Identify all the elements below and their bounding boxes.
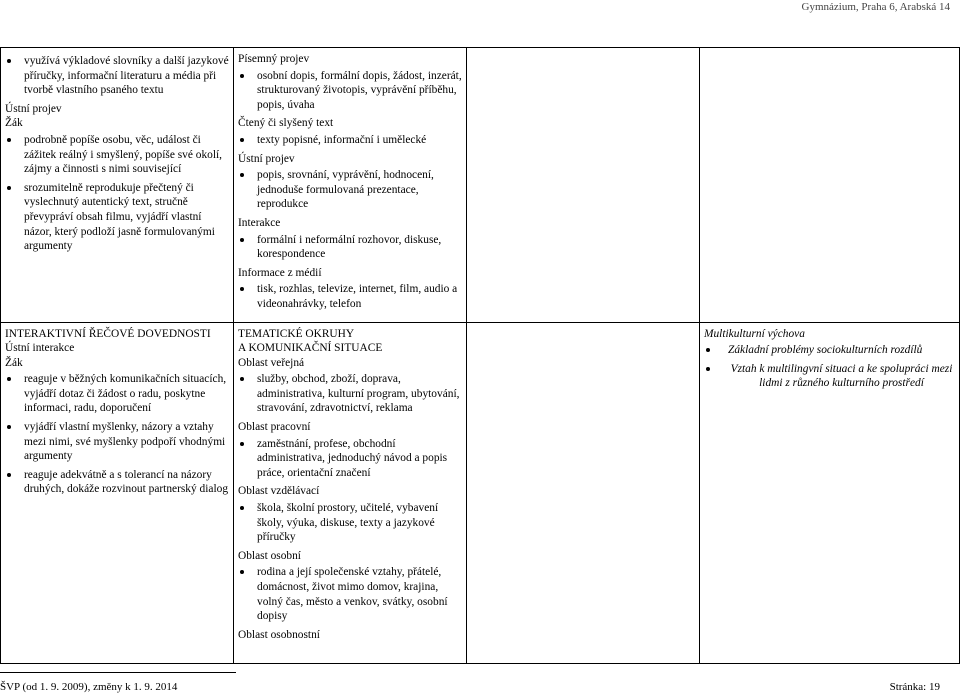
list-item: Základní problémy sociokulturních rozdílů — [704, 343, 955, 358]
list-item: tisk, rozhlas, televize, internet, film, audio a videonahrávky, telefon — [238, 282, 462, 311]
list-item: formální i neformální rozhovor, diskuse, korespondence — [238, 233, 462, 262]
student-outcomes-cell — [1, 322, 234, 663]
table-row — [1, 322, 960, 663]
list-item: rodina a její společenské vztahy, přátelé, domácnost, život mimo domov, krajina, volný čas, město a venkov, svátky, osobní dopisy — [238, 565, 462, 623]
content-cell — [234, 322, 467, 663]
section-heading: Žák — [5, 356, 23, 369]
section-heading: Oblast veřejná — [238, 356, 305, 369]
section-heading: Ústní projev — [5, 102, 62, 115]
list-item: srozumitelně reprodukuje přečtený či vyslechnutý autentický text, stručně převypráví obsah filmu, vyjádří vlastní názor, který podloží jasně formulovanými argumenty — [5, 181, 229, 254]
section-heading: Interakce — [238, 216, 281, 229]
footer-page-number: Stránka: 19 — [889, 681, 940, 693]
student-outcomes-cell — [1, 48, 234, 323]
list-item: podrobně popíše osobu, věc, událost či zážitek reálný i smyšlený, popíše své okolí, zájmy a činnosti s nimi související — [5, 133, 229, 177]
empty-cell — [467, 48, 700, 323]
section-heading: Oblast pracovní — [238, 421, 311, 434]
section-heading: Ústní projev — [238, 152, 295, 165]
footer-divider — [0, 672, 236, 673]
empty-cell — [700, 48, 960, 323]
content-cell — [234, 48, 467, 323]
section-heading: Písemný projev — [238, 53, 310, 65]
list-item: vyjádří vlastní myšlenky, názory a vztahy mezi nimi, své myšlenky podpoří vhodnými argumenty — [5, 420, 229, 464]
list-item: osobní dopis, formální dopis, žádost, inzerát, strukturovaný životopis, vyprávění příběhu, popis, úvaha — [238, 69, 462, 113]
list-item: Vztah k multilingvní situaci a ke spolupráci mezi lidmi z různého kulturního prostředí — [704, 362, 955, 391]
section-heading: Oblast osobnostní — [238, 628, 320, 641]
list-item: využívá výkladové slovníky a další jazykové příručky, informační literaturu a média při tvorbě vlastního psaného textu — [5, 54, 229, 98]
section-heading: Ústní interakce — [5, 342, 75, 355]
list-item: popis, srovnání, vyprávění, hodnocení, jednoduše formulovaná prezentace, reprodukce — [238, 168, 462, 212]
table-row — [1, 48, 960, 323]
section-heading: Čtený či slyšený text — [238, 117, 334, 130]
section-title: INTERAKTIVNÍ ŘEČOVÉ DOVEDNOSTI — [5, 327, 211, 340]
section-heading: Oblast osobní — [238, 549, 301, 562]
list-item: služby, obchod, zboží, doprava, administrativa, kulturní program, ubytování, stravování, zdravotnictví, reklama — [238, 372, 462, 416]
section-heading: Informace z médií — [238, 266, 322, 279]
header-school-name: Gymnázium, Praha 6, Arabská 14 — [801, 1, 950, 13]
section-heading: Oblast vzdělávací — [238, 485, 320, 498]
section-title: A KOMUNIKAČNÍ SITUACE — [238, 342, 383, 355]
section-title: TEMATICKÉ OKRUHY — [238, 327, 355, 340]
list-item: reaguje adekvátně a s tolerancí na názory druhých, dokáže rozvinout partnerský dialog — [5, 468, 229, 497]
footer-version: ŠVP (od 1. 9. 2009), změny k 1. 9. 2014 — [0, 681, 178, 693]
empty-cell — [467, 322, 700, 663]
section-heading: Žák — [5, 117, 23, 130]
cross-curricular-cell — [700, 322, 960, 663]
curriculum-table — [0, 47, 960, 664]
list-item: zaměstnání, profese, obchodní administrativa, jednoduchý návod a popis práce, orientační značení — [238, 437, 462, 481]
list-item: reaguje v běžných komunikačních situacích, vyjádří dotaz či žádost o radu, poskytne informaci, radu, doporučení — [5, 372, 229, 416]
list-item: škola, školní prostory, učitelé, vybavení školy, výuka, diskuse, texty a jazykové příručky — [238, 501, 462, 545]
list-item: texty popisné, informační i umělecké — [238, 133, 462, 148]
section-title: Multikulturní výchova — [704, 327, 805, 340]
